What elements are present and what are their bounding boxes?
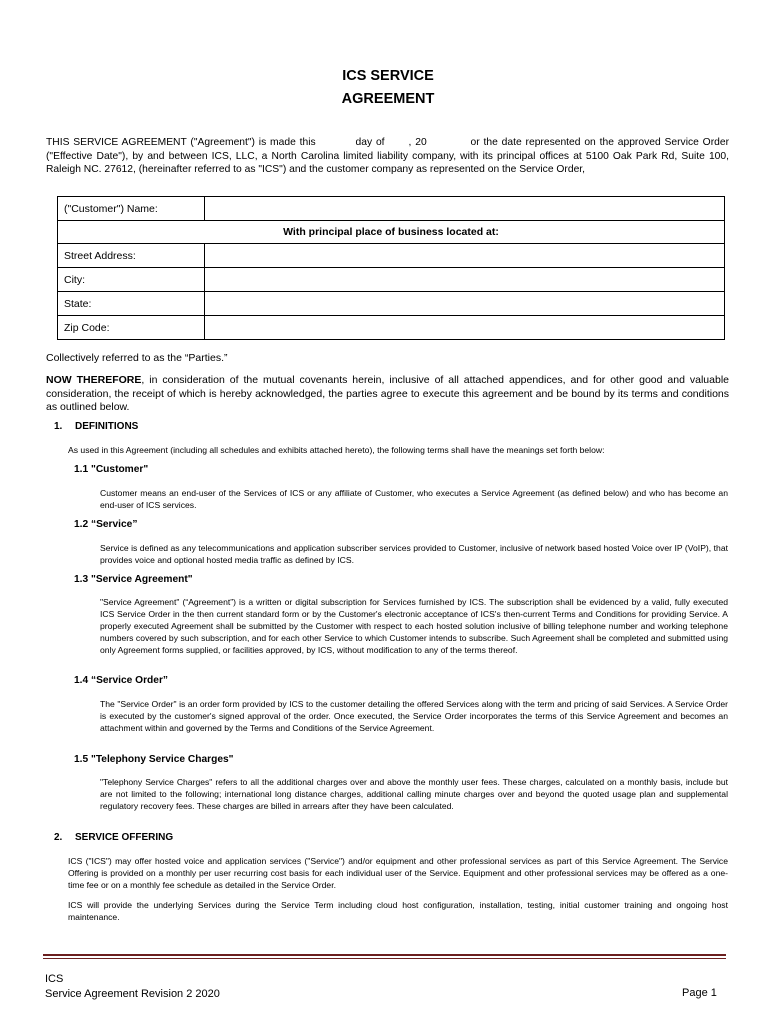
section2-title: SERVICE OFFERING: [75, 832, 174, 843]
intro-part3: , 20: [408, 137, 427, 148]
def-1-4-text: The "Service Order" is an order form provided by ICS to the customer detailing the offered Services along with the term and pricing of said Services. A Service Order is executed by the customer's signed approval of the order. Once executed, the Service Order incorporates the terms of this Service Agreement and becomes an attachment within and governed by the Terms and Conditions of the Service Agreement.: [100, 699, 728, 733]
def-1-3-heading: 1.3 "Service Agreement": [74, 574, 193, 585]
def-1-2-heading: 1.2 “Service”: [74, 519, 138, 530]
parties-statement: Collectively referred to as the “Parties.”: [46, 352, 228, 364]
section1-title: DEFINITIONS: [75, 421, 139, 432]
intro-paragraph: [46, 136, 729, 177]
customer-name-label: ("Customer") Name:: [58, 197, 205, 221]
def-1-2-text: Service is defined as any telecommunications and application subscriber services provided to Customer, inclusive of network based hosted Voice over IP (VoIP), that provides voice and optional hosted media traffic as defined by ICS.: [100, 543, 728, 565]
street-address-field[interactable]: [205, 244, 725, 268]
def-1-1-text: Customer means an end-user of the Services of ICS or any affiliate of Customer, who executes a Service Agreement (as defined below) and who has become an end-user of ICS services.: [100, 488, 728, 510]
section2-number: 2.: [54, 832, 63, 843]
intro-part4: or the date represented on the approved Service Order ("Effective Date"), by and between ICS, LLC, a North Carolina limited liability company, with its principal offices at 5100 Oak Park Rd, Suite 100, Raleigh NC. 27612, (hereinafter referred to as "ICS") and the customer company as represented on the Service Order,: [46, 137, 730, 176]
section1-number: 1.: [54, 421, 63, 432]
def-1-4-heading: 1.4 “Service Order”: [74, 675, 169, 686]
footer-revision: Service Agreement Revision 2 2020: [45, 988, 220, 1000]
customer-info-table: [57, 196, 725, 340]
def-1-3-text: "Service Agreement" (“Agreement”) is a written or digital subscription for Services furnished by ICS. The subscription shall be evidenced by a valid, fully executed ICS Service Order in the then current standard form or by the Customer's electronic acceptance of ICS's then-current Terms and Conditions for providing Service. A properly executed Agreement shall be submitted by the Customer with respect to each hosted solution inclusive of billing telephone number and working telephone numbers covered by such subscription, and for each other Service to which Customer intends to subscribe. Such Agreement shall be completed and submitted using only Agreement forms supplied, or facilities approved, by ICS, without modification to any of the terms thereof.: [100, 597, 728, 655]
footer-page-number: Page 1: [682, 987, 717, 999]
zip-code-label: Zip Code:: [58, 316, 205, 340]
def-1-5-heading: 1.5 "Telephony Service Charges": [74, 754, 234, 765]
zip-code-field[interactable]: [205, 316, 725, 340]
state-label: State:: [58, 292, 205, 316]
now-therefore-bold: NOW THEREFORE: [46, 374, 142, 386]
now-therefore-paragraph: [46, 374, 729, 415]
footer-divider-thin: [43, 958, 726, 959]
address-header: With principal place of business located at:: [58, 221, 725, 244]
intro-part1: THIS SERVICE AGREEMENT ("Agreement") is made this: [46, 137, 316, 148]
intro-part2: day of: [355, 137, 385, 148]
footer-divider: [43, 954, 726, 956]
street-address-label: Street Address:: [58, 244, 205, 268]
def-1-1-heading: 1.1 "Customer": [74, 464, 149, 475]
document-title-line1: ICS SERVICE: [342, 68, 434, 84]
document-title-line2: AGREEMENT: [341, 91, 435, 107]
city-label: City:: [58, 268, 205, 292]
section2-paragraph2: ICS will provide the underlying Services during the Service Term including cloud host configuration, installation, testing, initial customer training and ongoing host maintenance.: [68, 900, 728, 922]
section2-paragraph1: ICS ("ICS") may offer hosted voice and application services ("Service") and/or equipment and other professional services as part of this Service Agreement. The Service Offering is provided on a monthly per user recurring cost basis for each individual user of the Service. Equipment and other professional services may be offered as a one-time fee or on a monthly fee schedule as detailed in the Service Order.: [68, 856, 728, 890]
city-field[interactable]: [205, 268, 725, 292]
def-1-5-text: "Telephony Service Charges" refers to all the additional charges over and above the monthly user fees. These charges, calculated on a monthly basis, include but are not limited to the following; international long distance charges, additional calling minute charges over and beyond the quoted usage plan and supplemental regulatory recovery fees. These charges are billed in arrears after they have been calculated.: [100, 777, 728, 811]
footer-company: ICS: [45, 973, 64, 985]
now-therefore-text: , in consideration of the mutual covenants herein, inclusive of all attached appendices, and for other good and valuable consideration, the receipt of which is hereby acknowledged, the parties agree to execute this agreement and be bound by its terms and conditions as outlined below.: [46, 374, 729, 414]
state-field[interactable]: [205, 292, 725, 316]
section1-intro: As used in this Agreement (including all schedules and exhibits attached hereto), the following terms shall have the meanings set forth below:: [68, 445, 605, 455]
customer-name-field[interactable]: [205, 197, 725, 221]
